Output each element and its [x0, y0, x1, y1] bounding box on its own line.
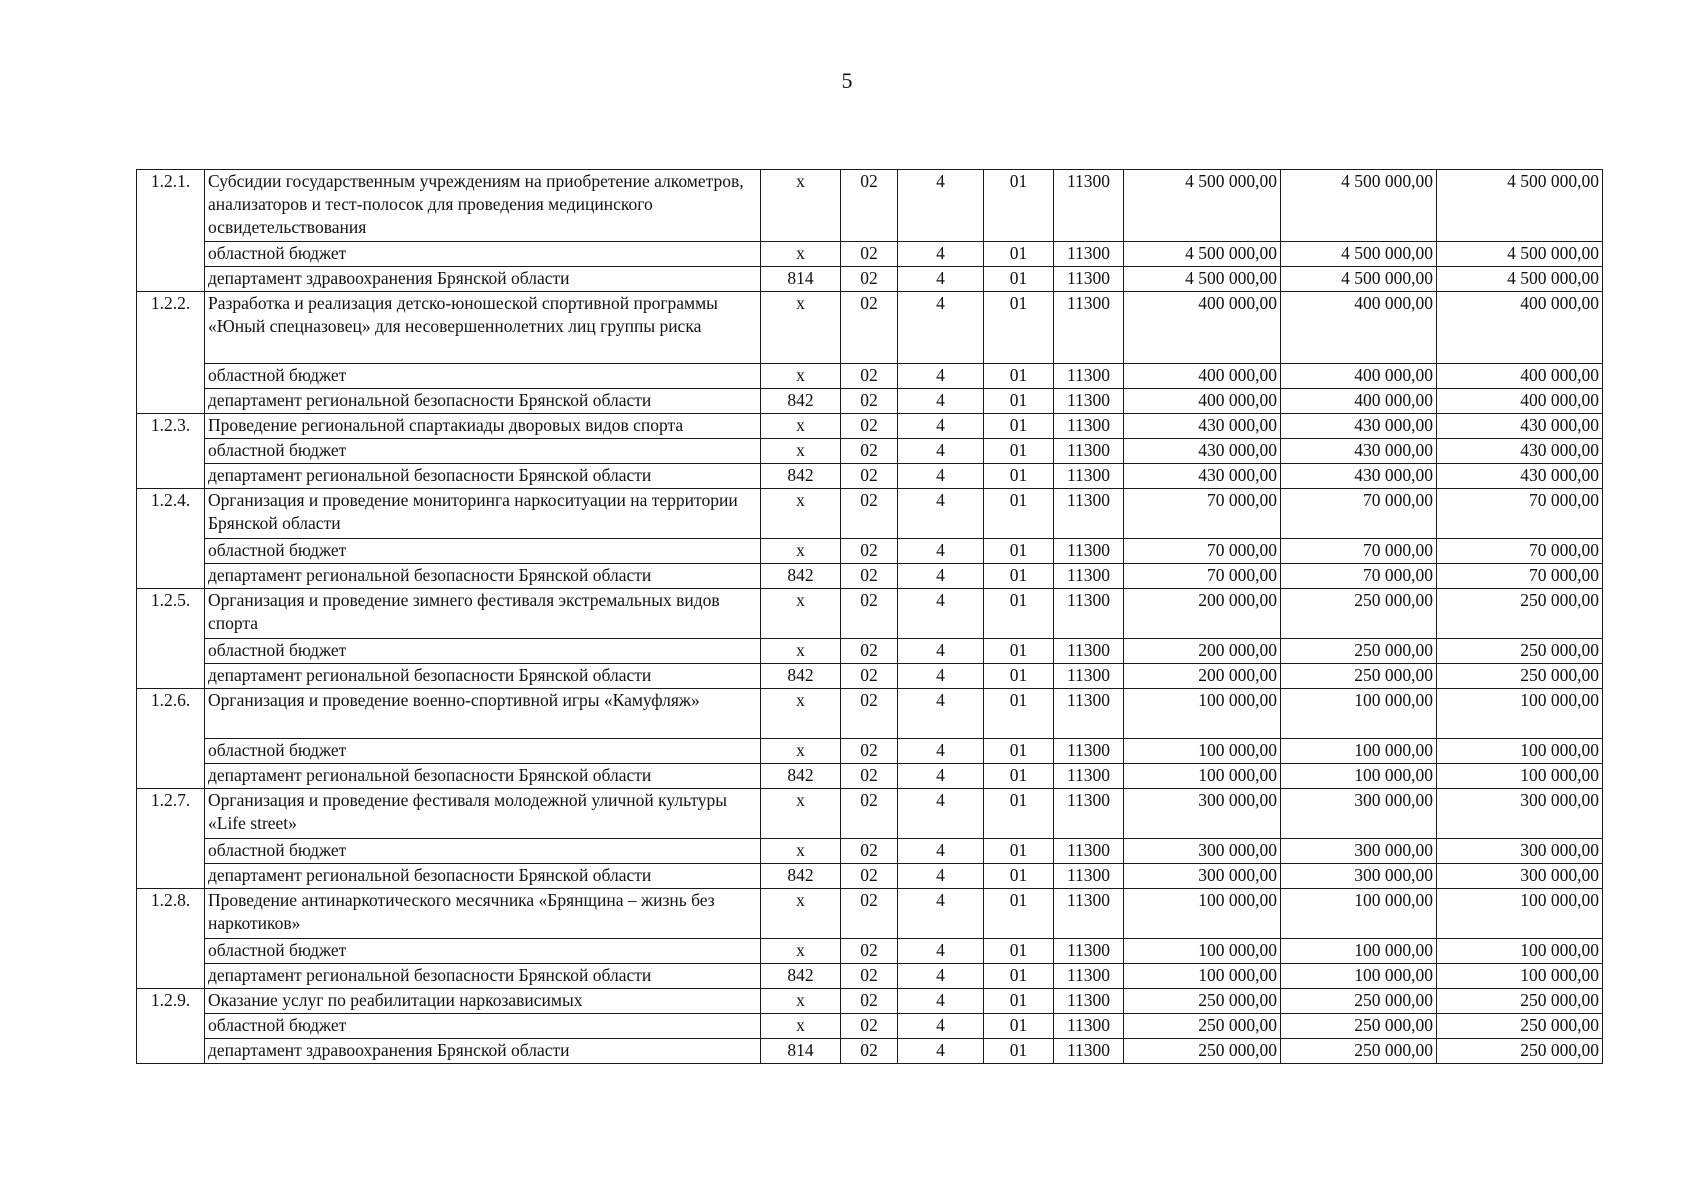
table-row — [137, 439, 1603, 464]
expense-code: 11300 — [1054, 364, 1124, 389]
subsection-code: 4 — [898, 839, 984, 864]
amount-year-1: 430 000,00 — [1124, 464, 1281, 489]
section-code: 02 — [841, 789, 898, 839]
amount-year-2: 400 000,00 — [1281, 292, 1437, 364]
amount-year-1: 250 000,00 — [1124, 1039, 1281, 1064]
amount-year-2: 430 000,00 — [1281, 414, 1437, 439]
grbs-code: х — [761, 739, 841, 764]
amount-year-3: 430 000,00 — [1437, 414, 1603, 439]
target-code: 01 — [984, 789, 1054, 839]
amount-year-3: 250 000,00 — [1437, 1014, 1603, 1039]
amount-year-2: 4 500 000,00 — [1281, 242, 1437, 267]
amount-year-2: 4 500 000,00 — [1281, 267, 1437, 292]
item-name: Проведение антинаркотического месячника «Брянщина – жизнь без наркотиков» — [205, 889, 761, 939]
item-number: 1.2.8. — [137, 889, 205, 989]
amount-year-3: 100 000,00 — [1437, 739, 1603, 764]
grbs-code: 842 — [761, 964, 841, 989]
amount-year-3: 250 000,00 — [1437, 989, 1603, 1014]
expense-code: 11300 — [1054, 864, 1124, 889]
target-code: 01 — [984, 389, 1054, 414]
amount-year-1: 400 000,00 — [1124, 364, 1281, 389]
amount-year-2: 400 000,00 — [1281, 364, 1437, 389]
subsection-code: 4 — [898, 964, 984, 989]
item-name: Организация и проведение военно-спортивной игры «Камуфляж» — [205, 689, 761, 739]
section-code: 02 — [841, 389, 898, 414]
amount-year-3: 430 000,00 — [1437, 464, 1603, 489]
subsection-code: 4 — [898, 439, 984, 464]
expense-code: 11300 — [1054, 170, 1124, 242]
amount-year-3: 100 000,00 — [1437, 964, 1603, 989]
grbs-code: х — [761, 489, 841, 539]
table-row — [137, 764, 1603, 789]
section-code: 02 — [841, 889, 898, 939]
table-row — [137, 364, 1603, 389]
amount-year-2: 70 000,00 — [1281, 564, 1437, 589]
expense-code: 11300 — [1054, 989, 1124, 1014]
subsection-code: 4 — [898, 739, 984, 764]
subsection-code: 4 — [898, 589, 984, 639]
amount-year-3: 300 000,00 — [1437, 789, 1603, 839]
item-number: 1.2.3. — [137, 414, 205, 489]
amount-year-3: 70 000,00 — [1437, 539, 1603, 564]
grbs-code: 842 — [761, 564, 841, 589]
expense-code: 11300 — [1054, 964, 1124, 989]
table-row — [137, 464, 1603, 489]
target-code: 01 — [984, 414, 1054, 439]
target-code: 01 — [984, 939, 1054, 964]
amount-year-3: 4 500 000,00 — [1437, 170, 1603, 242]
subsection-code: 4 — [898, 1039, 984, 1064]
subsection-code: 4 — [898, 414, 984, 439]
item-name: областной бюджет — [205, 839, 761, 864]
item-name: департамент региональной безопасности Брянской области — [205, 664, 761, 689]
expense-code: 11300 — [1054, 539, 1124, 564]
subsection-code: 4 — [898, 292, 984, 364]
grbs-code: х — [761, 292, 841, 364]
subsection-code: 4 — [898, 639, 984, 664]
table-row — [137, 292, 1603, 364]
item-name: областной бюджет — [205, 242, 761, 267]
expense-code: 11300 — [1054, 764, 1124, 789]
subsection-code: 4 — [898, 764, 984, 789]
subsection-code: 4 — [898, 170, 984, 242]
section-code: 02 — [841, 242, 898, 267]
section-code: 02 — [841, 839, 898, 864]
subsection-code: 4 — [898, 242, 984, 267]
target-code: 01 — [984, 889, 1054, 939]
amount-year-2: 430 000,00 — [1281, 464, 1437, 489]
amount-year-2: 70 000,00 — [1281, 539, 1437, 564]
expense-code: 11300 — [1054, 1039, 1124, 1064]
table-row — [137, 1039, 1603, 1064]
target-code: 01 — [984, 439, 1054, 464]
item-name: департамент здравоохранения Брянской области — [205, 267, 761, 292]
budget-table — [136, 169, 1603, 1064]
target-code: 01 — [984, 1014, 1054, 1039]
subsection-code: 4 — [898, 389, 984, 414]
expense-code: 11300 — [1054, 292, 1124, 364]
amount-year-1: 200 000,00 — [1124, 639, 1281, 664]
amount-year-3: 70 000,00 — [1437, 489, 1603, 539]
amount-year-1: 4 500 000,00 — [1124, 170, 1281, 242]
amount-year-2: 100 000,00 — [1281, 689, 1437, 739]
amount-year-3: 70 000,00 — [1437, 564, 1603, 589]
subsection-code: 4 — [898, 789, 984, 839]
amount-year-1: 200 000,00 — [1124, 664, 1281, 689]
amount-year-1: 4 500 000,00 — [1124, 242, 1281, 267]
table-row — [137, 539, 1603, 564]
table-row — [137, 839, 1603, 864]
subsection-code: 4 — [898, 889, 984, 939]
amount-year-1: 100 000,00 — [1124, 739, 1281, 764]
table-body — [137, 170, 1603, 1064]
expense-code: 11300 — [1054, 267, 1124, 292]
grbs-code: 842 — [761, 764, 841, 789]
grbs-code: 842 — [761, 864, 841, 889]
target-code: 01 — [984, 564, 1054, 589]
amount-year-2: 4 500 000,00 — [1281, 170, 1437, 242]
amount-year-3: 4 500 000,00 — [1437, 242, 1603, 267]
item-name: департамент региональной безопасности Брянской области — [205, 389, 761, 414]
target-code: 01 — [984, 267, 1054, 292]
section-code: 02 — [841, 864, 898, 889]
item-number: 1.2.4. — [137, 489, 205, 589]
expense-code: 11300 — [1054, 639, 1124, 664]
table-row — [137, 242, 1603, 267]
amount-year-3: 4 500 000,00 — [1437, 267, 1603, 292]
amount-year-1: 300 000,00 — [1124, 789, 1281, 839]
item-name: областной бюджет — [205, 539, 761, 564]
target-code: 01 — [984, 864, 1054, 889]
grbs-code: х — [761, 839, 841, 864]
target-code: 01 — [984, 964, 1054, 989]
grbs-code: 814 — [761, 1039, 841, 1064]
expense-code: 11300 — [1054, 664, 1124, 689]
grbs-code: 842 — [761, 464, 841, 489]
amount-year-3: 400 000,00 — [1437, 389, 1603, 414]
item-name: Проведение региональной спартакиады дворовых видов спорта — [205, 414, 761, 439]
item-name: департамент региональной безопасности Брянской области — [205, 864, 761, 889]
amount-year-1: 250 000,00 — [1124, 1014, 1281, 1039]
table-row — [137, 664, 1603, 689]
expense-code: 11300 — [1054, 564, 1124, 589]
section-code: 02 — [841, 364, 898, 389]
amount-year-3: 100 000,00 — [1437, 889, 1603, 939]
item-name: Субсидии государственным учреждениям на приобретение алкометров, анализаторов и тест-полосок для проведения медицинского освидетельствования — [205, 170, 761, 242]
item-name: департамент региональной безопасности Брянской области — [205, 764, 761, 789]
item-number: 1.2.5. — [137, 589, 205, 689]
target-code: 01 — [984, 989, 1054, 1014]
item-number: 1.2.9. — [137, 989, 205, 1064]
grbs-code: х — [761, 242, 841, 267]
table-row — [137, 989, 1603, 1014]
grbs-code: х — [761, 539, 841, 564]
section-code: 02 — [841, 739, 898, 764]
expense-code: 11300 — [1054, 1014, 1124, 1039]
section-code: 02 — [841, 414, 898, 439]
table-row — [137, 939, 1603, 964]
target-code: 01 — [984, 539, 1054, 564]
amount-year-1: 430 000,00 — [1124, 414, 1281, 439]
amount-year-1: 400 000,00 — [1124, 292, 1281, 364]
item-number: 1.2.7. — [137, 789, 205, 889]
item-name: Организация и проведение мониторинга наркоситуации на территории Брянской области — [205, 489, 761, 539]
table-row — [137, 689, 1603, 739]
item-name: департамент региональной безопасности Брянской области — [205, 464, 761, 489]
grbs-code: х — [761, 439, 841, 464]
section-code: 02 — [841, 939, 898, 964]
item-name: департамент здравоохранения Брянской области — [205, 1039, 761, 1064]
subsection-code: 4 — [898, 689, 984, 739]
section-code: 02 — [841, 564, 898, 589]
section-code: 02 — [841, 439, 898, 464]
table-row — [137, 1014, 1603, 1039]
amount-year-3: 100 000,00 — [1437, 764, 1603, 789]
table-row — [137, 864, 1603, 889]
item-name: областной бюджет — [205, 439, 761, 464]
amount-year-3: 250 000,00 — [1437, 589, 1603, 639]
item-name: Организация и проведение фестиваля молодежной уличной культуры «Life street» — [205, 789, 761, 839]
section-code: 02 — [841, 267, 898, 292]
section-code: 02 — [841, 589, 898, 639]
subsection-code: 4 — [898, 1014, 984, 1039]
amount-year-3: 100 000,00 — [1437, 689, 1603, 739]
grbs-code: 842 — [761, 664, 841, 689]
grbs-code: 842 — [761, 389, 841, 414]
section-code: 02 — [841, 664, 898, 689]
subsection-code: 4 — [898, 664, 984, 689]
expense-code: 11300 — [1054, 489, 1124, 539]
amount-year-1: 400 000,00 — [1124, 389, 1281, 414]
amount-year-2: 300 000,00 — [1281, 864, 1437, 889]
amount-year-1: 70 000,00 — [1124, 539, 1281, 564]
amount-year-1: 430 000,00 — [1124, 439, 1281, 464]
amount-year-1: 100 000,00 — [1124, 939, 1281, 964]
section-code: 02 — [841, 464, 898, 489]
section-code: 02 — [841, 489, 898, 539]
subsection-code: 4 — [898, 989, 984, 1014]
target-code: 01 — [984, 464, 1054, 489]
expense-code: 11300 — [1054, 464, 1124, 489]
table-row — [137, 489, 1603, 539]
page-number: 5 — [841, 68, 853, 93]
grbs-code: х — [761, 170, 841, 242]
section-code: 02 — [841, 639, 898, 664]
amount-year-1: 100 000,00 — [1124, 889, 1281, 939]
subsection-code: 4 — [898, 364, 984, 389]
subsection-code: 4 — [898, 489, 984, 539]
amount-year-1: 100 000,00 — [1124, 689, 1281, 739]
expense-code: 11300 — [1054, 589, 1124, 639]
grbs-code: х — [761, 639, 841, 664]
subsection-code: 4 — [898, 564, 984, 589]
item-name: областной бюджет — [205, 1014, 761, 1039]
section-code: 02 — [841, 1039, 898, 1064]
target-code: 01 — [984, 242, 1054, 267]
amount-year-1: 250 000,00 — [1124, 989, 1281, 1014]
item-number: 1.2.2. — [137, 292, 205, 414]
grbs-code: х — [761, 989, 841, 1014]
subsection-code: 4 — [898, 539, 984, 564]
amount-year-3: 400 000,00 — [1437, 364, 1603, 389]
target-code: 01 — [984, 739, 1054, 764]
table-row — [137, 789, 1603, 839]
table-row — [137, 964, 1603, 989]
subsection-code: 4 — [898, 939, 984, 964]
item-name: областной бюджет — [205, 639, 761, 664]
target-code: 01 — [984, 839, 1054, 864]
expense-code: 11300 — [1054, 939, 1124, 964]
amount-year-1: 200 000,00 — [1124, 589, 1281, 639]
grbs-code: х — [761, 689, 841, 739]
target-code: 01 — [984, 489, 1054, 539]
amount-year-3: 300 000,00 — [1437, 839, 1603, 864]
amount-year-2: 100 000,00 — [1281, 939, 1437, 964]
table-row — [137, 589, 1603, 639]
grbs-code: 814 — [761, 267, 841, 292]
table-row — [137, 564, 1603, 589]
target-code: 01 — [984, 1039, 1054, 1064]
section-code: 02 — [841, 539, 898, 564]
section-code: 02 — [841, 1014, 898, 1039]
target-code: 01 — [984, 589, 1054, 639]
table-row — [137, 889, 1603, 939]
expense-code: 11300 — [1054, 689, 1124, 739]
table-row — [137, 170, 1603, 242]
amount-year-2: 300 000,00 — [1281, 789, 1437, 839]
amount-year-1: 300 000,00 — [1124, 864, 1281, 889]
grbs-code: х — [761, 939, 841, 964]
grbs-code: х — [761, 1014, 841, 1039]
amount-year-3: 250 000,00 — [1437, 639, 1603, 664]
grbs-code: х — [761, 789, 841, 839]
item-number: 1.2.6. — [137, 689, 205, 789]
amount-year-2: 250 000,00 — [1281, 1039, 1437, 1064]
table-row — [137, 739, 1603, 764]
expense-code: 11300 — [1054, 242, 1124, 267]
item-name: областной бюджет — [205, 939, 761, 964]
amount-year-1: 70 000,00 — [1124, 489, 1281, 539]
amount-year-3: 250 000,00 — [1437, 664, 1603, 689]
subsection-code: 4 — [898, 864, 984, 889]
amount-year-2: 400 000,00 — [1281, 389, 1437, 414]
amount-year-3: 250 000,00 — [1437, 1039, 1603, 1064]
expense-code: 11300 — [1054, 889, 1124, 939]
target-code: 01 — [984, 689, 1054, 739]
amount-year-1: 100 000,00 — [1124, 964, 1281, 989]
target-code: 01 — [984, 639, 1054, 664]
table-row — [137, 267, 1603, 292]
amount-year-2: 250 000,00 — [1281, 664, 1437, 689]
item-name: Оказание услуг по реабилитации наркозависимых — [205, 989, 761, 1014]
item-name: департамент региональной безопасности Брянской области — [205, 964, 761, 989]
section-code: 02 — [841, 292, 898, 364]
amount-year-1: 4 500 000,00 — [1124, 267, 1281, 292]
amount-year-3: 430 000,00 — [1437, 439, 1603, 464]
expense-code: 11300 — [1054, 414, 1124, 439]
amount-year-1: 300 000,00 — [1124, 839, 1281, 864]
expense-code: 11300 — [1054, 789, 1124, 839]
section-code: 02 — [841, 964, 898, 989]
amount-year-2: 100 000,00 — [1281, 739, 1437, 764]
item-name: Организация и проведение зимнего фестиваля экстремальных видов спорта — [205, 589, 761, 639]
section-code: 02 — [841, 170, 898, 242]
item-name: областной бюджет — [205, 364, 761, 389]
subsection-code: 4 — [898, 267, 984, 292]
amount-year-2: 100 000,00 — [1281, 889, 1437, 939]
amount-year-3: 300 000,00 — [1437, 864, 1603, 889]
subsection-code: 4 — [898, 464, 984, 489]
amount-year-2: 100 000,00 — [1281, 764, 1437, 789]
amount-year-2: 430 000,00 — [1281, 439, 1437, 464]
amount-year-3: 100 000,00 — [1437, 939, 1603, 964]
grbs-code: х — [761, 414, 841, 439]
amount-year-3: 400 000,00 — [1437, 292, 1603, 364]
target-code: 01 — [984, 170, 1054, 242]
target-code: 01 — [984, 764, 1054, 789]
grbs-code: х — [761, 889, 841, 939]
target-code: 01 — [984, 364, 1054, 389]
section-code: 02 — [841, 689, 898, 739]
amount-year-2: 250 000,00 — [1281, 989, 1437, 1014]
target-code: 01 — [984, 664, 1054, 689]
amount-year-2: 250 000,00 — [1281, 589, 1437, 639]
amount-year-2: 250 000,00 — [1281, 1014, 1437, 1039]
expense-code: 11300 — [1054, 439, 1124, 464]
table-row — [137, 639, 1603, 664]
amount-year-1: 70 000,00 — [1124, 564, 1281, 589]
amount-year-2: 250 000,00 — [1281, 639, 1437, 664]
grbs-code: х — [761, 364, 841, 389]
section-code: 02 — [841, 764, 898, 789]
item-number: 1.2.1. — [137, 170, 205, 292]
item-name: Разработка и реализация детско-юношеской спортивной программы «Юный спецназовец» для несовершеннолетних лиц группы риска — [205, 292, 761, 364]
amount-year-2: 300 000,00 — [1281, 839, 1437, 864]
section-code: 02 — [841, 989, 898, 1014]
expense-code: 11300 — [1054, 389, 1124, 414]
amount-year-1: 100 000,00 — [1124, 764, 1281, 789]
amount-year-2: 70 000,00 — [1281, 489, 1437, 539]
amount-year-2: 100 000,00 — [1281, 964, 1437, 989]
expense-code: 11300 — [1054, 839, 1124, 864]
table-row — [137, 389, 1603, 414]
grbs-code: х — [761, 589, 841, 639]
table-row — [137, 414, 1603, 439]
item-name: областной бюджет — [205, 739, 761, 764]
target-code: 01 — [984, 292, 1054, 364]
item-name: департамент региональной безопасности Брянской области — [205, 564, 761, 589]
expense-code: 11300 — [1054, 739, 1124, 764]
